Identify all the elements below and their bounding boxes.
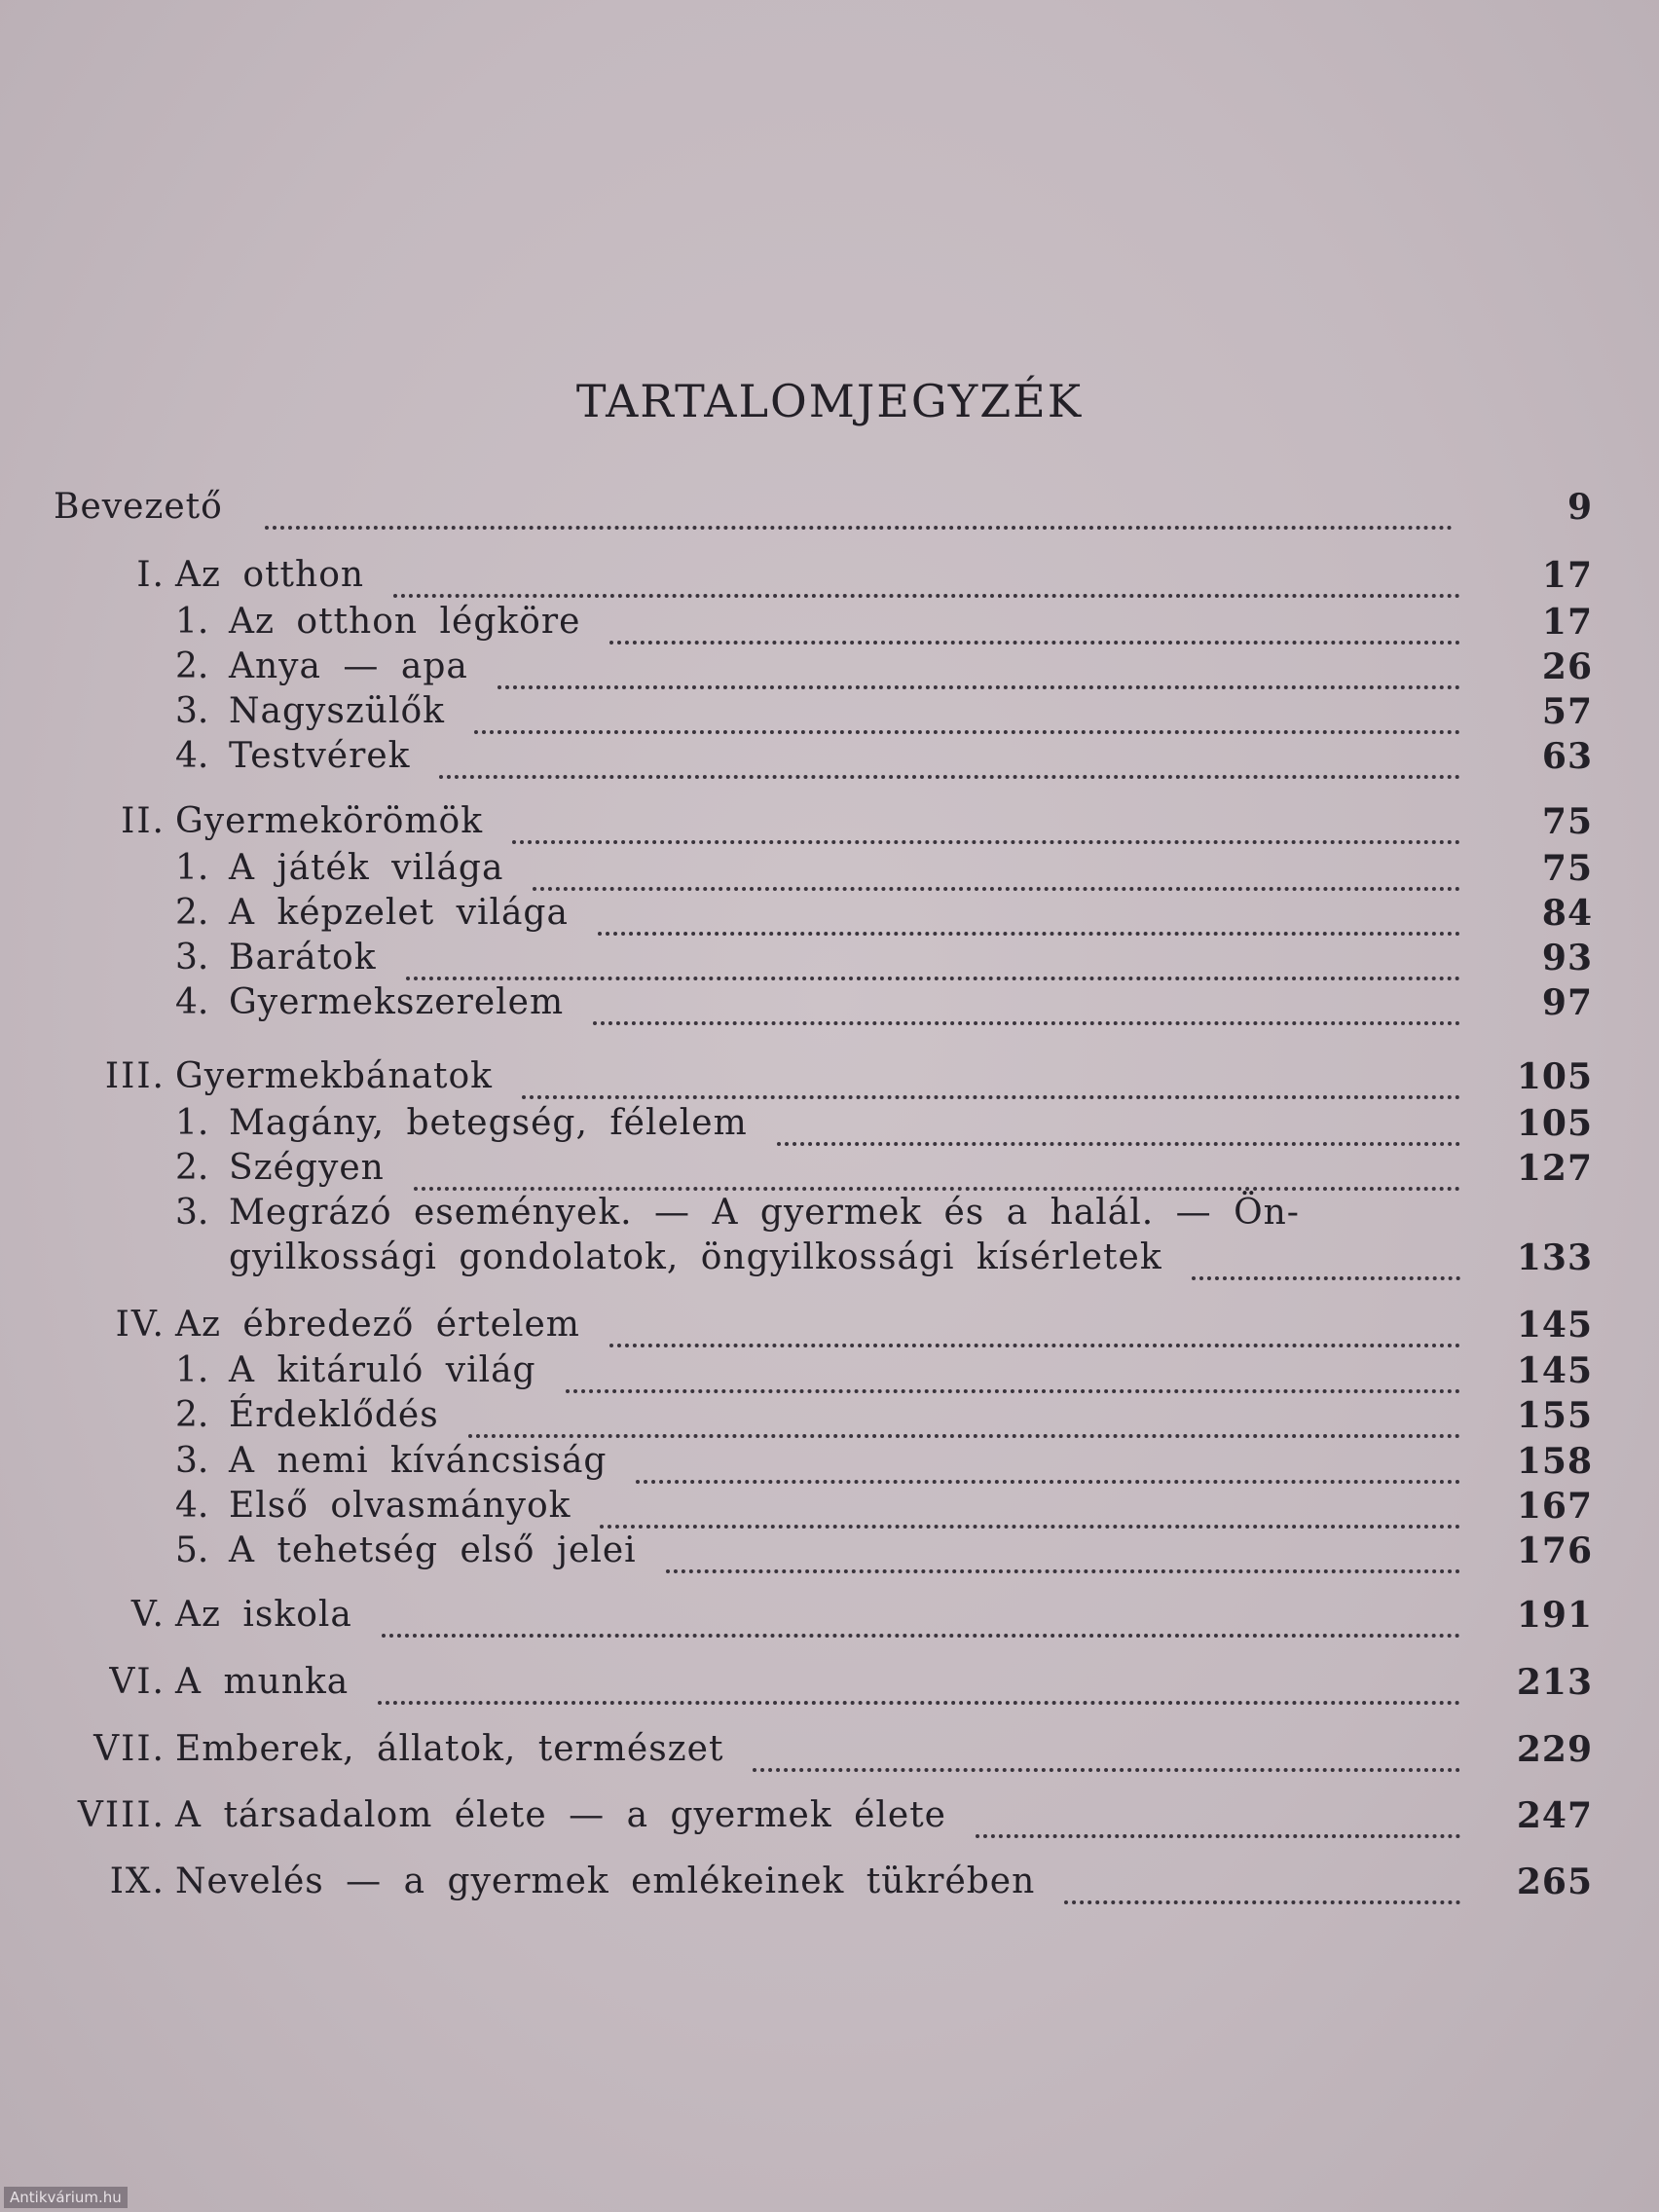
chapter-numeral: VIII. bbox=[77, 1795, 166, 1835]
section-title: Szégyen bbox=[229, 1148, 385, 1188]
toc-page-number: 158 bbox=[1516, 1441, 1593, 1482]
toc-page-number: 229 bbox=[1516, 1729, 1593, 1770]
toc-row-chapter[interactable] bbox=[0, 1662, 1659, 1709]
section-number: 2. bbox=[175, 893, 209, 933]
toc-page-number: 57 bbox=[1541, 691, 1593, 732]
leader-dots bbox=[666, 1530, 1460, 1573]
leader-dots bbox=[439, 736, 1460, 779]
toc-page-number: 213 bbox=[1516, 1662, 1593, 1703]
section-title-continued: gyilkossági gondolatok, öngyilkossági kísérletek bbox=[229, 1237, 1162, 1277]
toc-page-number: 265 bbox=[1516, 1862, 1593, 1902]
toc-page-number: 93 bbox=[1541, 938, 1593, 978]
section-title: Az otthon légköre bbox=[229, 602, 581, 642]
source-watermark: Antikvárium.hu bbox=[4, 2187, 128, 2208]
leader-dots bbox=[406, 938, 1460, 980]
toc-row-section[interactable] bbox=[0, 1441, 1659, 1488]
section-title: A képzelet világa bbox=[229, 893, 569, 933]
leader-dots bbox=[636, 1441, 1460, 1484]
toc-row-section[interactable] bbox=[0, 893, 1659, 940]
toc-label: Bevezető bbox=[54, 487, 223, 527]
toc-page-number: 127 bbox=[1516, 1148, 1593, 1189]
section-number: 2. bbox=[175, 646, 209, 686]
leader-dots bbox=[533, 848, 1460, 891]
leader-dots bbox=[600, 1486, 1460, 1529]
toc-row-section[interactable] bbox=[0, 1395, 1659, 1442]
section-number: 2. bbox=[175, 1148, 209, 1188]
leader-dots bbox=[598, 893, 1460, 936]
section-number: 2. bbox=[175, 1395, 209, 1435]
leader-dots bbox=[378, 1662, 1460, 1705]
section-title: A nemi kíváncsiság bbox=[229, 1441, 608, 1481]
section-number: 5. bbox=[175, 1530, 209, 1570]
leader-dots bbox=[498, 646, 1460, 689]
toc-row-section[interactable] bbox=[0, 1148, 1659, 1195]
section-title: A tehetség első jelei bbox=[229, 1530, 637, 1570]
toc-row-section[interactable] bbox=[0, 736, 1659, 783]
section-title: Nagyszülők bbox=[229, 691, 445, 731]
toc-page-number: 17 bbox=[1541, 602, 1593, 643]
section-title: Megrázó események. — A gyermek és a halál. — Ön- bbox=[229, 1193, 1300, 1233]
toc-title: TARTALOMJEGYZÉK bbox=[575, 375, 1084, 427]
section-number: 4. bbox=[175, 736, 209, 776]
section-number: 3. bbox=[175, 1193, 209, 1233]
leader-dots bbox=[609, 1305, 1460, 1347]
toc-row-chapter[interactable] bbox=[0, 801, 1659, 848]
chapter-title: A társadalom élete — a gyermek élete bbox=[175, 1795, 946, 1835]
toc-row-section[interactable] bbox=[0, 1530, 1659, 1577]
chapter-numeral: III. bbox=[104, 1056, 166, 1096]
toc-page-number: 191 bbox=[1516, 1595, 1593, 1636]
toc-row-section[interactable] bbox=[0, 848, 1659, 895]
toc-page-number: 155 bbox=[1516, 1395, 1593, 1436]
chapter-title: Emberek, állatok, természet bbox=[175, 1729, 724, 1769]
leader-dots bbox=[566, 1350, 1460, 1393]
section-number: 1. bbox=[175, 1350, 209, 1390]
toc-row-chapter[interactable] bbox=[0, 555, 1659, 602]
toc-row-section[interactable] bbox=[0, 691, 1659, 738]
leader-dots bbox=[593, 982, 1460, 1025]
chapter-title: Nevelés — a gyermek emlékeinek tükrében bbox=[175, 1862, 1036, 1901]
toc-row-section-continued[interactable] bbox=[0, 1237, 1659, 1284]
toc-page-number: 9 bbox=[1567, 487, 1593, 528]
toc-page-number: 247 bbox=[1516, 1795, 1593, 1836]
toc-row-chapter[interactable] bbox=[0, 1862, 1659, 1908]
toc-page-number: 97 bbox=[1541, 982, 1593, 1023]
chapter-title: A munka bbox=[175, 1662, 350, 1702]
toc-row-chapter[interactable] bbox=[0, 1305, 1659, 1351]
section-number: 3. bbox=[175, 938, 209, 977]
section-number: 4. bbox=[175, 982, 209, 1022]
toc-page-number: 105 bbox=[1516, 1103, 1593, 1144]
toc-row-section[interactable] bbox=[0, 602, 1659, 648]
section-title: A játék világa bbox=[229, 848, 504, 888]
leader-dots bbox=[976, 1795, 1460, 1838]
section-title: Magány, betegség, félelem bbox=[229, 1103, 748, 1143]
toc-row-chapter[interactable] bbox=[0, 1729, 1659, 1776]
toc-page-number: 145 bbox=[1516, 1305, 1593, 1346]
section-title: A kitáruló világ bbox=[229, 1350, 536, 1390]
section-title: Testvérek bbox=[229, 736, 411, 776]
toc-page-number: 63 bbox=[1541, 736, 1593, 777]
section-number: 1. bbox=[175, 1103, 209, 1143]
section-number: 1. bbox=[175, 848, 209, 888]
toc-page-number: 133 bbox=[1516, 1237, 1593, 1278]
chapter-numeral: VII. bbox=[93, 1729, 166, 1769]
toc-page-number: 105 bbox=[1516, 1056, 1593, 1097]
toc-row-section[interactable] bbox=[0, 1350, 1659, 1397]
toc-row-section[interactable] bbox=[0, 646, 1659, 693]
chapter-numeral: I. bbox=[136, 555, 166, 595]
toc-row-section[interactable] bbox=[0, 1486, 1659, 1532]
section-title: Érdeklődés bbox=[229, 1395, 439, 1435]
leader-dots bbox=[522, 1056, 1460, 1099]
chapter-title: Gyermekörömök bbox=[175, 801, 484, 841]
toc-row-chapter[interactable] bbox=[0, 1595, 1659, 1641]
toc-page-number: 75 bbox=[1541, 848, 1593, 889]
toc-page-number: 75 bbox=[1541, 801, 1593, 842]
toc-row-section[interactable] bbox=[0, 938, 1659, 984]
section-title: Anya — apa bbox=[229, 646, 468, 686]
toc-page-number: 84 bbox=[1541, 893, 1593, 934]
leader-dots bbox=[265, 487, 1453, 530]
section-number: 3. bbox=[175, 1441, 209, 1481]
chapter-numeral: VI. bbox=[109, 1662, 166, 1702]
section-number: 3. bbox=[175, 691, 209, 731]
leader-dots bbox=[1192, 1237, 1460, 1280]
section-number: 1. bbox=[175, 602, 209, 642]
leader-dots bbox=[609, 602, 1460, 645]
chapter-title: Az otthon bbox=[175, 555, 365, 595]
leader-dots bbox=[512, 801, 1460, 844]
leader-dots bbox=[777, 1103, 1460, 1146]
chapter-numeral: II. bbox=[121, 801, 166, 841]
leader-dots bbox=[468, 1395, 1460, 1438]
toc-page-number: 145 bbox=[1516, 1350, 1593, 1391]
toc-page-number: 17 bbox=[1541, 555, 1593, 596]
leader-dots bbox=[753, 1729, 1460, 1772]
section-title: Gyermekszerelem bbox=[229, 982, 565, 1022]
leader-dots bbox=[414, 1148, 1460, 1191]
leader-dots bbox=[393, 555, 1460, 598]
leader-dots bbox=[1064, 1862, 1460, 1904]
toc-page-number: 26 bbox=[1541, 646, 1593, 687]
chapter-title: Az iskola bbox=[175, 1595, 352, 1635]
toc-row-intro[interactable] bbox=[0, 487, 1659, 534]
chapter-numeral: IV. bbox=[115, 1305, 166, 1345]
toc-row-section[interactable] bbox=[0, 1193, 1659, 1239]
chapter-numeral: V. bbox=[130, 1595, 166, 1635]
toc-page-number: 176 bbox=[1516, 1530, 1593, 1571]
toc-row-chapter[interactable] bbox=[0, 1795, 1659, 1842]
toc-row-section[interactable] bbox=[0, 982, 1659, 1029]
chapter-numeral: IX. bbox=[109, 1862, 166, 1901]
chapter-title: Gyermekbánatok bbox=[175, 1056, 493, 1096]
chapter-title: Az ébredező értelem bbox=[175, 1305, 580, 1345]
toc-row-chapter[interactable] bbox=[0, 1056, 1659, 1103]
toc-row-section[interactable] bbox=[0, 1103, 1659, 1150]
leader-dots bbox=[474, 691, 1460, 734]
section-title: Barátok bbox=[229, 938, 377, 977]
section-title: Első olvasmányok bbox=[229, 1486, 571, 1526]
section-number: 4. bbox=[175, 1486, 209, 1526]
toc-page-number: 167 bbox=[1516, 1486, 1593, 1527]
leader-dots bbox=[382, 1595, 1460, 1638]
